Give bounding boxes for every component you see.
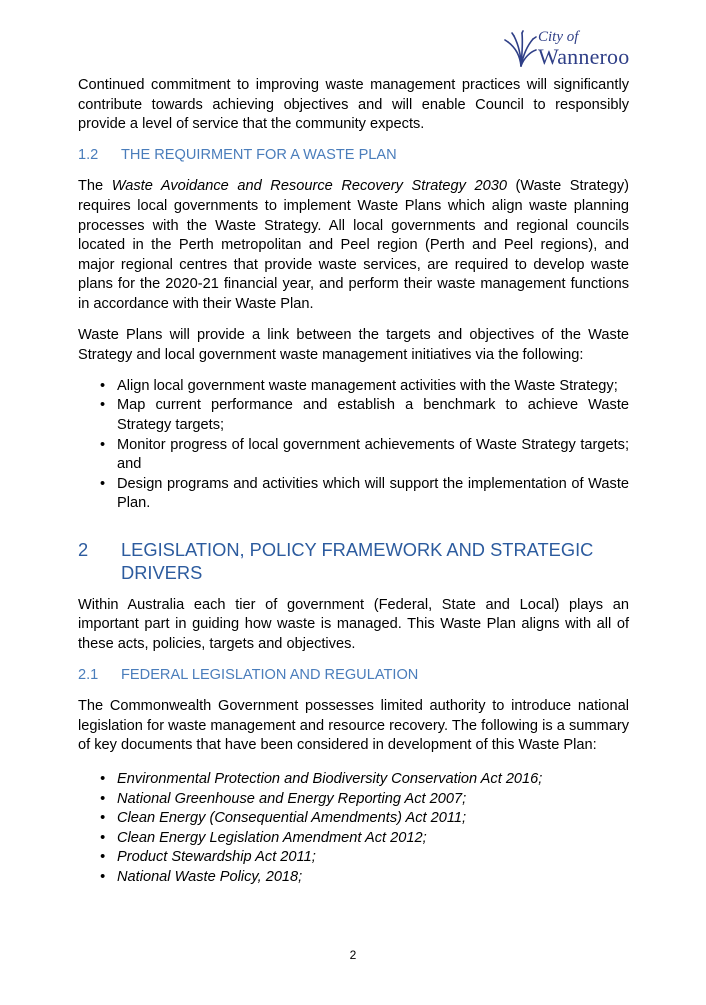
paragraph-text: (Waste Strategy) requires local governments to implement Waste Plans which align waste planning processes with the Waste Strategy. All local governments and regional councils located in the Perth metropolitan and Peel region (Perth and Peel regions), and major regional centres that provide waste services, are required to develop waste plans for the 2020-21 financial year, and perform their waste management functions in accordance with their Waste Plan.: [78, 178, 630, 312]
section-1-2-heading: [78, 146, 629, 166]
section-title: LEGISLATION, POLICY FRAMEWORK AND STRATEGIC DRIVERS: [121, 538, 594, 584]
list-item: • Clean Energy Legislation Amendment Act 2012;: [78, 829, 629, 849]
list-item: • Align local government waste management activities with the Waste Strategy;: [78, 377, 629, 397]
section-2-1-paragraph: The Commonwealth Government possesses limited authority to introduce national legislation for waste management and resource recovery. The following is a summary of key documents that have been considered in development of this Waste Plan:: [78, 698, 629, 754]
waste-strategy-paragraph: [78, 177, 629, 314]
paragraph-text: The: [78, 178, 112, 195]
city-of-wanneroo-logo: [504, 28, 632, 70]
waste-plans-paragraph: Waste Plans will provide a link between the targets and objectives of the Waste Strategy and local government waste management initiatives via the following:: [78, 327, 629, 363]
page-content: [78, 76, 629, 888]
page-number: 2: [349, 948, 357, 962]
list-item: • Design programs and activities which will support the implementation of Waste Plan.: [78, 475, 629, 514]
logo-city-of: City of: [538, 29, 579, 45]
section-2-heading: [78, 538, 629, 585]
federal-legislation-list: [78, 770, 629, 888]
section-2-1-heading: [78, 666, 629, 686]
list-item: • Environmental Protection and Biodiversity Conservation Act 2016;: [78, 770, 629, 790]
list-item: • Map current performance and establish a benchmark to achieve Waste Strategy targets;: [78, 396, 629, 435]
list-item: • Product Stewardship Act 2011;: [78, 848, 629, 868]
section-title: THE REQUIRMENT FOR A WASTE PLAN: [121, 147, 397, 164]
list-item: • National Greenhouse and Energy Reporting Act 2007;: [78, 790, 629, 810]
section-number: 2.1: [78, 667, 99, 684]
strategy-title: Waste Avoidance and Resource Recovery Strategy 2030: [111, 178, 507, 195]
waste-plan-bullet-list: [78, 377, 629, 514]
list-item: • National Waste Policy, 2018;: [78, 868, 629, 888]
logo-wanneroo: Wanneroo: [538, 44, 630, 69]
section-number: 1.2: [78, 147, 99, 164]
list-item: • Clean Energy (Consequential Amendments) Act 2011;: [78, 809, 629, 829]
plant-emblem-icon: [504, 30, 538, 68]
section-number: 2: [78, 538, 89, 560]
intro-paragraph: Continued commitment to improving waste management practices will significantly contribute towards achieving objectives and will enable Council to responsibly provide a level of service that the community expects.: [78, 77, 629, 133]
list-item: • Monitor progress of local government achievements of Waste Strategy targets; and: [78, 436, 629, 475]
section-2-paragraph: Within Australia each tier of government (Federal, State and Local) plays an important part in guiding how waste is managed. This Waste Plan aligns with all of these acts, policies, targets and objectives.: [78, 596, 629, 653]
section-title: FEDERAL LEGISLATION AND REGULATION: [121, 667, 419, 684]
